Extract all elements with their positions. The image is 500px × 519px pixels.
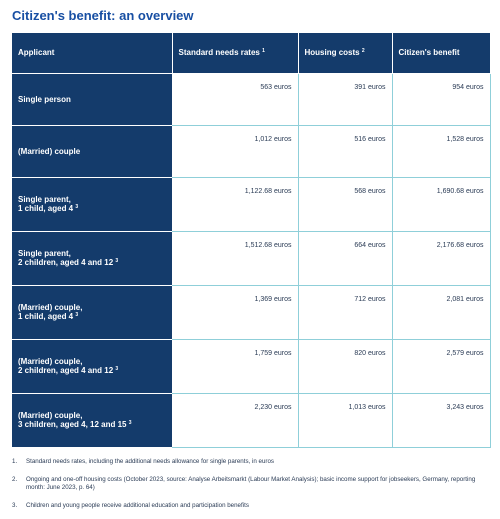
footnote [12, 458, 490, 467]
footnote-text: Ongoing and one-off housing costs (October 2023, source: Analyse Arbeitsmarkt (Labour Market Analysis); basic income support for jobseekers, Germany, reporting month: June 2023, p. 64) [26, 475, 476, 491]
table-row [12, 285, 490, 339]
table-row [12, 177, 490, 231]
table-row [12, 393, 490, 447]
standard-needs-cell: 1,369 euros [172, 285, 298, 339]
footnote-text: Children and young people receive additional education and participation benefits [26, 501, 249, 509]
housing-costs-cell: 1,013 euros [298, 393, 392, 447]
housing-costs-cell: 391 euros [298, 73, 392, 125]
citizens-benefit-cell: 2,176.68 euros [392, 231, 490, 285]
applicant-cell: Single parent, 2 children, aged 4 and 12 $^3$ [12, 231, 172, 285]
applicant-cell: (Married) couple [12, 125, 172, 177]
standard-needs-cell: 1,759 euros [172, 339, 298, 393]
citizens-benefit-cell: 954 euros [392, 73, 490, 125]
housing-costs-cell: 712 euros [298, 285, 392, 339]
standard-needs-cell: 2,230 euros [172, 393, 298, 447]
standard-needs-cell: 1,122.68 euros [172, 177, 298, 231]
applicant-cell: (Married) couple, 1 child, aged 4 $^3$ [12, 285, 172, 339]
header-housing-costs: Housing costs $^2$ [298, 33, 392, 73]
header-citizens-benefit: Citizen's benefit [392, 33, 490, 73]
table-row [12, 339, 490, 393]
standard-needs-cell: 1,512.68 euros [172, 231, 298, 285]
footnote-number: 1. [12, 458, 18, 465]
citizens-benefit-cell: 3,243 euros [392, 393, 490, 447]
footnote-text: Standard needs rates, including the additional needs allowance for single parents, in euros [26, 458, 275, 465]
footnote [12, 476, 490, 493]
applicant-cell: Single parent, 1 child, aged 4 $^3$ [12, 177, 172, 231]
housing-costs-cell: 820 euros [298, 339, 392, 393]
benefit-table [12, 33, 491, 448]
header-applicant: Applicant [12, 33, 172, 73]
citizens-benefit-cell: 1,528 euros [392, 125, 490, 177]
applicant-cell: Single person [12, 73, 172, 125]
table-header-row [12, 33, 490, 73]
housing-costs-cell: 568 euros [298, 177, 392, 231]
citizens-benefit-cell: 2,081 euros [392, 285, 490, 339]
standard-needs-cell: 563 euros [172, 73, 298, 125]
footnote-number: 2. [12, 475, 18, 483]
citizens-benefit-cell: 1,690.68 euros [392, 177, 490, 231]
citizens-benefit-cell: 2,579 euros [392, 339, 490, 393]
page-title: Citizen's benefit: an overview [12, 8, 194, 23]
applicant-cell: (Married) couple, 3 children, aged 4, 12 and 15 $^3$ [12, 393, 172, 447]
footnote-number: 3. [12, 501, 18, 509]
housing-costs-cell: 664 euros [298, 231, 392, 285]
footnotes [12, 458, 490, 519]
table-row [12, 125, 490, 177]
housing-costs-cell: 516 euros [298, 125, 392, 177]
header-standard-needs-rates: Standard needs rates $^1$ [172, 33, 298, 73]
table-row [12, 231, 490, 285]
applicant-cell: (Married) couple, 2 children, aged 4 and 12 $^3$ [12, 339, 172, 393]
standard-needs-cell: 1,012 euros [172, 125, 298, 177]
footnote [12, 502, 490, 511]
table-row [12, 73, 490, 125]
